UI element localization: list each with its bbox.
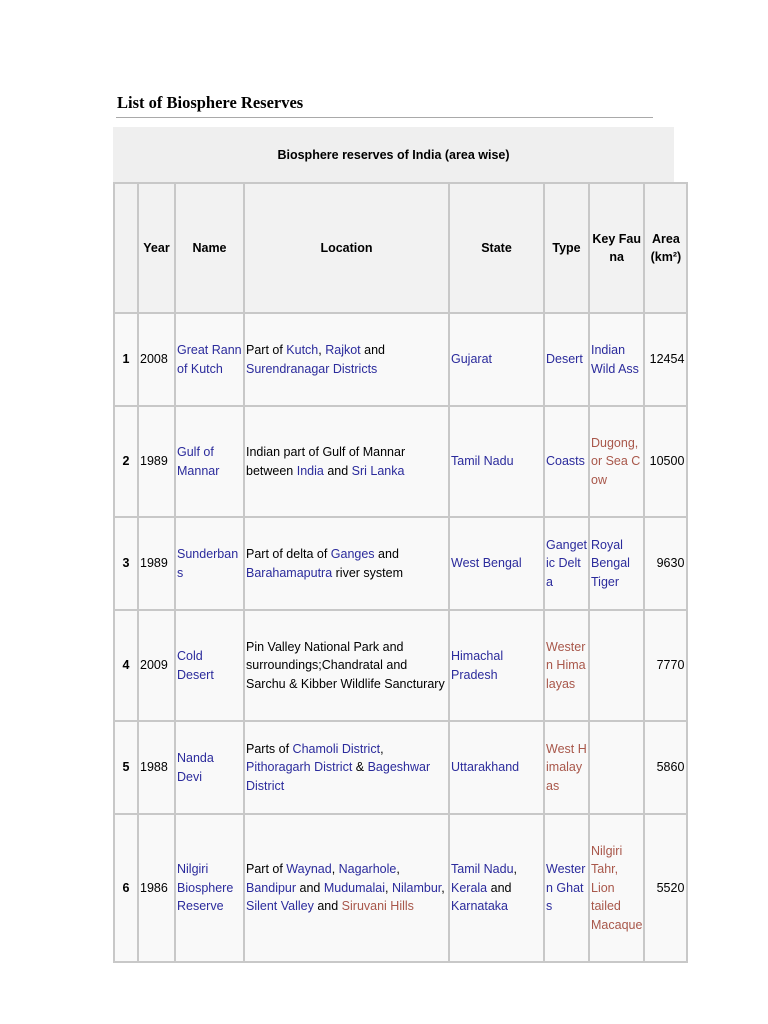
- location-link[interactable]: Barahamaputra: [246, 565, 333, 580]
- table-caption: Biosphere reserves of India (area wise): [113, 127, 674, 182]
- reserve-name-link[interactable]: Nanda Devi: [177, 751, 214, 784]
- row-name: [175, 814, 244, 962]
- row-number: 6: [114, 814, 138, 962]
- row-area: 7770: [644, 610, 687, 721]
- reserve-name-link[interactable]: Nilgiri Biosphere Reserve: [177, 862, 234, 914]
- row-name: [175, 721, 244, 814]
- row-type: [544, 721, 589, 814]
- row-area: 10500: [644, 406, 687, 517]
- state-link[interactable]: West Bengal: [451, 556, 522, 571]
- location-link[interactable]: Bageshwar District: [246, 760, 431, 793]
- row-area: 12454: [644, 313, 687, 406]
- row-location: Indian part of Gulf of Mannar between India and Sri Lanka: [244, 406, 449, 517]
- table-row: [114, 406, 687, 517]
- row-location: Part of Waynad, Nagarhole, Bandipur and Mudumalai, Nilambur, Silent Valley and Siruvani Hills: [244, 814, 449, 962]
- header-area: Area (km²): [644, 183, 687, 313]
- row-type: [544, 517, 589, 610]
- row-year: 1988: [138, 721, 175, 814]
- row-year: 1989: [138, 517, 175, 610]
- page-title: List of Biosphere Reserves: [117, 93, 304, 112]
- row-name: [175, 517, 244, 610]
- location-link[interactable]: Mudumalai: [323, 880, 385, 895]
- reserve-name-link[interactable]: Cold Desert: [177, 649, 214, 682]
- type-link[interactable]: West Himalayas: [546, 741, 587, 793]
- row-number: 4: [114, 610, 138, 721]
- location-link[interactable]: Nilambur: [391, 880, 442, 895]
- location-link[interactable]: Sri Lanka: [351, 463, 405, 478]
- location-link[interactable]: Pithoragarh District: [246, 760, 353, 775]
- state-link[interactable]: Tamil Nadu: [451, 454, 514, 469]
- header-name: Name: [175, 183, 244, 313]
- biosphere-reserves-table: [113, 182, 688, 963]
- row-fauna: [589, 517, 644, 610]
- location-link[interactable]: Silent Valley: [246, 899, 314, 914]
- table-row: [114, 814, 687, 962]
- row-location: Parts of Chamoli District, Pithoragarh District & Bageshwar District: [244, 721, 449, 814]
- state-link[interactable]: Himachal Pradesh: [451, 649, 504, 682]
- row-area: 5520: [644, 814, 687, 962]
- location-link[interactable]: Bandipur: [246, 880, 297, 895]
- state-link[interactable]: Tamil Nadu: [451, 862, 514, 877]
- row-year: 2009: [138, 610, 175, 721]
- row-fauna: [589, 313, 644, 406]
- header-type: Type: [544, 183, 589, 313]
- type-link[interactable]: Western Himalayas: [546, 639, 586, 691]
- row-state: [449, 517, 544, 610]
- row-area: 5860: [644, 721, 687, 814]
- row-type: [544, 406, 589, 517]
- row-state: Tamil Nadu, Kerala and Karnataka: [449, 814, 544, 962]
- row-area: 9630: [644, 517, 687, 610]
- row-fauna: [589, 721, 644, 814]
- row-type: [544, 814, 589, 962]
- row-name: [175, 406, 244, 517]
- header-index: [114, 183, 138, 313]
- row-year: 1989: [138, 406, 175, 517]
- row-location: Part of delta of Ganges and Barahamaputra river system: [244, 517, 449, 610]
- type-link[interactable]: Desert: [546, 352, 583, 367]
- location-link[interactable]: Kutch: [286, 343, 319, 357]
- reserve-name-link[interactable]: Great Rann of Kutch: [177, 343, 242, 376]
- location-link[interactable]: Ganges: [330, 547, 375, 561]
- row-number: 3: [114, 517, 138, 610]
- row-state: [449, 610, 544, 721]
- row-fauna: [589, 814, 644, 962]
- header-year: Year: [138, 183, 175, 313]
- row-state: [449, 721, 544, 814]
- row-number: 5: [114, 721, 138, 814]
- table-row: [114, 610, 687, 721]
- row-name: [175, 610, 244, 721]
- row-number: 1: [114, 313, 138, 406]
- row-state: [449, 406, 544, 517]
- row-state: [449, 313, 544, 406]
- fauna-link[interactable]: Indian Wild Ass: [591, 343, 639, 376]
- state-link[interactable]: Kerala: [451, 880, 488, 895]
- fauna-link[interactable]: Royal Bengal Tiger: [591, 537, 630, 589]
- row-location: Part of Kutch, Rajkot and Surendranagar Districts: [244, 313, 449, 406]
- fauna-link[interactable]: Dugong, or Sea Cow: [591, 435, 641, 487]
- row-year: 1986: [138, 814, 175, 962]
- row-number: 2: [114, 406, 138, 517]
- header-row: [114, 183, 687, 313]
- reserve-name-link[interactable]: Sunderbans: [177, 547, 239, 580]
- state-link[interactable]: Uttarakhand: [451, 760, 520, 775]
- row-name: [175, 313, 244, 406]
- location-link[interactable]: Chamoli District: [292, 741, 381, 756]
- state-link[interactable]: Gujarat: [451, 352, 492, 367]
- table-row: [114, 313, 687, 406]
- row-fauna: [589, 406, 644, 517]
- type-link[interactable]: Gangetic Delta: [546, 537, 588, 589]
- type-link[interactable]: Western Ghats: [546, 862, 586, 914]
- title-divider: [116, 117, 653, 118]
- table-row: [114, 721, 687, 814]
- table-row: [114, 517, 687, 610]
- location-link[interactable]: Rajkot: [325, 343, 361, 357]
- location-link[interactable]: Siruvani Hills: [341, 899, 414, 914]
- header-location: Location: [244, 183, 449, 313]
- row-fauna: [589, 610, 644, 721]
- row-type: [544, 313, 589, 406]
- row-type: [544, 610, 589, 721]
- location-link[interactable]: Surendranagar Districts: [246, 361, 378, 376]
- reserve-name-link[interactable]: Gulf of Mannar: [177, 445, 220, 478]
- row-year: 2008: [138, 313, 175, 406]
- state-link[interactable]: Karnataka: [451, 899, 508, 914]
- location-link[interactable]: Waynad: [286, 862, 332, 877]
- header-key-fauna: Key Fauna: [589, 183, 644, 313]
- location-link[interactable]: Nagarhole: [338, 862, 397, 877]
- type-link[interactable]: Coasts: [546, 454, 585, 469]
- location-link[interactable]: India: [296, 463, 324, 478]
- header-state: State: [449, 183, 544, 313]
- fauna-link[interactable]: Nilgiri Tahr, Lion tailed Macaque: [591, 843, 643, 932]
- row-location: Pin Valley National Park and surroundings;Chandratal and Sarchu & Kibber Wildlife Sancturary: [244, 610, 449, 721]
